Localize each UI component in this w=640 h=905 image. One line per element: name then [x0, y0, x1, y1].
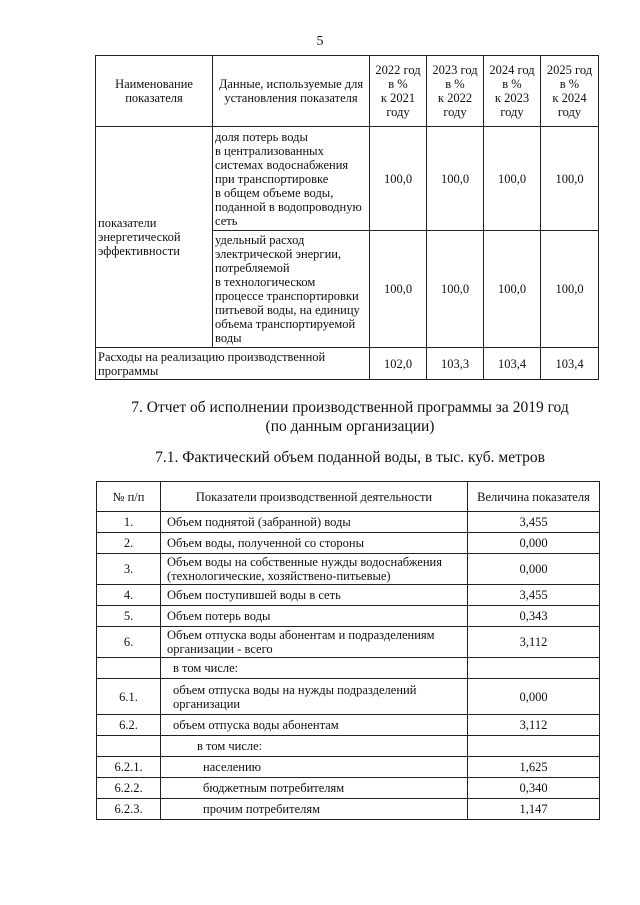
value-cell: 100,0: [541, 127, 599, 231]
row-value: 0,000: [468, 533, 600, 554]
indicator-energy-consumption: удельный расход электрической энергии, потребляемой в технологическом процессе транспортировки питьевой воды, на единицу объема транспортируемой воды: [213, 231, 370, 348]
row-value: 0,000: [468, 554, 600, 585]
row-number: [97, 736, 161, 757]
row-value: 1,147: [468, 799, 600, 820]
table-row: [97, 606, 600, 627]
row-indicator: Объем воды, полученной со стороны: [161, 533, 468, 554]
table-row: [97, 512, 600, 533]
table2-header-row: [97, 482, 600, 512]
row-indicator: Объем отпуска воды абонентам и подразделениям организации - всего: [161, 627, 468, 658]
value-cell: 100,0: [370, 127, 427, 231]
row-value: 3,112: [468, 715, 600, 736]
table-row: [96, 127, 599, 231]
value-cell: 102,0: [370, 348, 427, 380]
efficiency-table: [95, 55, 599, 380]
value-cell: 103,3: [427, 348, 484, 380]
page-number: 5: [316, 34, 324, 49]
row-number: 3.: [97, 554, 161, 585]
row-indicator: в том числе:: [161, 736, 468, 757]
section-7-title: 7. Отчет об исполнении производственной программы за 2019 год (по данным организации): [131, 399, 569, 435]
header-value: Величина показателя: [468, 482, 600, 512]
row-indicator: объем отпуска воды абонентам: [161, 715, 468, 736]
row-indicator: объем отпуска воды на нужды подразделений организации: [161, 679, 468, 715]
table-row: [97, 778, 600, 799]
value-cell: 103,4: [541, 348, 599, 380]
group-label: показатели энергетической эффективности: [96, 127, 213, 348]
table-row: [97, 658, 600, 679]
table-row: [97, 533, 600, 554]
row-number: 6.2.3.: [97, 799, 161, 820]
row-value: 0,000: [468, 679, 600, 715]
table-row: [97, 627, 600, 658]
table-row: [97, 679, 600, 715]
row-number: 5.: [97, 606, 161, 627]
table-row: [97, 736, 600, 757]
row-number: 1.: [97, 512, 161, 533]
table-row-expenses: [96, 348, 599, 380]
row-number: 2.: [97, 533, 161, 554]
row-value: [468, 658, 600, 679]
row-value: 3,455: [468, 512, 600, 533]
water-volume-table: [96, 481, 600, 820]
expenses-label: Расходы на реализацию производственной программы: [96, 348, 370, 380]
value-cell: 100,0: [370, 231, 427, 348]
row-indicator: Объем потерь воды: [161, 606, 468, 627]
row-indicator: в том числе:: [161, 658, 468, 679]
header-year-2023: 2023 год в % к 2022 году: [427, 56, 484, 127]
value-cell: 100,0: [541, 231, 599, 348]
header-year-2025: 2025 год в % к 2024 году: [541, 56, 599, 127]
header-num: № п/п: [97, 482, 161, 512]
row-number: 6.: [97, 627, 161, 658]
table-row: [97, 799, 600, 820]
indicator-water-loss: доля потерь воды в централизованных системах водоснабжения при транспортировке в общем объеме воды, поданной в водопроводную сеть: [213, 127, 370, 231]
row-indicator: Объем поднятой (забранной) воды: [161, 512, 468, 533]
row-value: 0,340: [468, 778, 600, 799]
value-cell: 100,0: [484, 231, 541, 348]
row-number: [97, 658, 161, 679]
row-number: 6.1.: [97, 679, 161, 715]
header-year-2024: 2024 год в % к 2023 году: [484, 56, 541, 127]
header-name: Наименование показателя: [96, 56, 213, 127]
header-data: Данные, используемые для установления показателя: [213, 56, 370, 127]
row-value: 0,343: [468, 606, 600, 627]
row-indicator: прочим потребителям: [161, 799, 468, 820]
row-indicator: Объем воды на собственные нужды водоснабжения (технологические, хозяйствено-питьевые): [161, 554, 468, 585]
row-value: 1,625: [468, 757, 600, 778]
row-value: [468, 736, 600, 757]
table-row: [97, 715, 600, 736]
table-row: [97, 585, 600, 606]
header-indicator: Показатели производственной деятельности: [161, 482, 468, 512]
table-row: [97, 757, 600, 778]
value-cell: 103,4: [484, 348, 541, 380]
header-year-2022: 2022 год в % к 2021 году: [370, 56, 427, 127]
row-indicator: населению: [161, 757, 468, 778]
row-value: 3,455: [468, 585, 600, 606]
section-7-1-title: 7.1. Фактический объем поданной воды, в тыс. куб. метров: [155, 449, 545, 466]
row-number: 4.: [97, 585, 161, 606]
table1-header-row: [96, 56, 599, 127]
row-number: 6.2.: [97, 715, 161, 736]
row-indicator: Объем поступившей воды в сеть: [161, 585, 468, 606]
row-value: 3,112: [468, 627, 600, 658]
row-number: 6.2.1.: [97, 757, 161, 778]
row-indicator: бюджетным потребителям: [161, 778, 468, 799]
value-cell: 100,0: [427, 127, 484, 231]
value-cell: 100,0: [484, 127, 541, 231]
value-cell: 100,0: [427, 231, 484, 348]
table-row: [97, 554, 600, 585]
row-number: 6.2.2.: [97, 778, 161, 799]
